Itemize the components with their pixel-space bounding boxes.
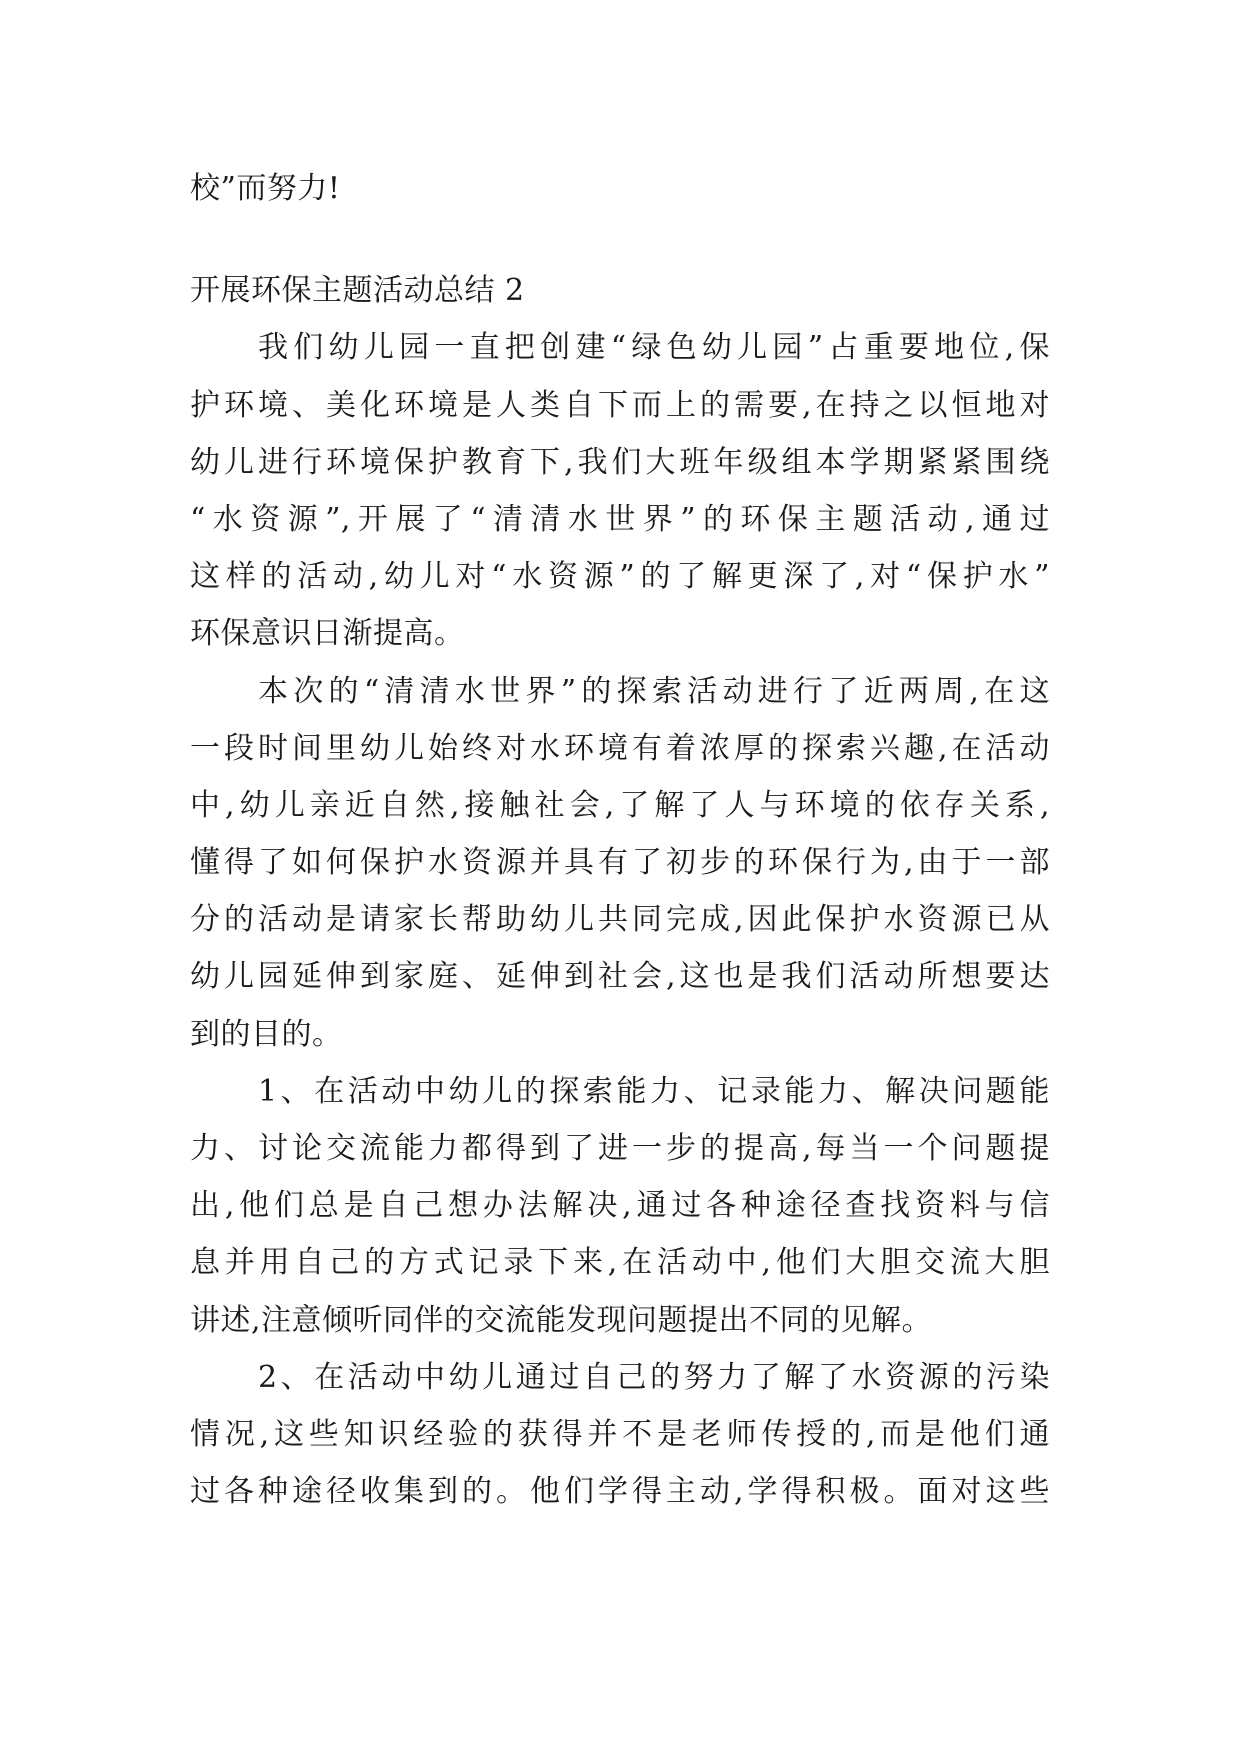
paragraph-line: 1、在活动中幼儿的探索能力、记录能力、解决问题能: [258, 1073, 1050, 1109]
paragraph-line: 讲述,注意倾听同伴的交流能发现问题提出不同的见解。: [190, 1302, 933, 1338]
paragraph-line: 本次的“清清水世界”的探索活动进行了近两周,在这: [258, 673, 1050, 709]
paragraph-line: 懂得了如何保护水资源并具有了初步的环保行为,由于一部: [190, 845, 1050, 881]
paragraph-line: 环保意识日渐提高。: [190, 616, 465, 652]
paragraph-4: [190, 1349, 1050, 1521]
paragraph-line: 这样的活动,幼儿对“水资源”的了解更深了,对“保护水”: [190, 559, 1050, 595]
paragraph-line: 护环境、美化环境是人类自下而上的需要,在持之以恒地对: [190, 387, 1050, 423]
paragraph-3: [190, 1063, 1050, 1349]
paragraph-line: 息并用自己的方式记录下来,在活动中,他们大胆交流大胆: [190, 1245, 1050, 1281]
paragraph-line: 出,他们总是自己想办法解决,通过各种途径查找资料与信: [190, 1188, 1050, 1224]
carryover-line: 校”而努力!: [190, 171, 341, 206]
document-body: [190, 160, 1050, 1520]
paragraph-line: 我们幼儿园一直把创建“绿色幼儿园”占重要地位,保: [258, 330, 1050, 366]
paragraph-line: 情况,这些知识经验的获得并不是老师传授的,而是他们通: [190, 1416, 1050, 1452]
paragraph-line: 幼儿进行环境保护教育下,我们大班年级组本学期紧紧围绕: [190, 444, 1050, 480]
paragraph-line: 2、在活动中幼儿通过自己的努力了解了水资源的污染: [258, 1359, 1050, 1395]
paragraph-2: [190, 663, 1050, 1063]
paragraph-line: 分的活动是请家长帮助幼儿共同完成,因此保护水资源已从: [190, 902, 1050, 938]
paragraph-line: 过各种途径收集到的。他们学得主动,学得积极。面对这些: [190, 1474, 1050, 1510]
paragraph-line: 幼儿园延伸到家庭、延伸到社会,这也是我们活动所想要达: [190, 959, 1050, 995]
paragraph-line: “水资源”,开展了“清清水世界”的环保主题活动,通过: [190, 501, 1050, 537]
paragraph-line: 一段时间里幼儿始终对水环境有着浓厚的探索兴趣,在活动: [190, 730, 1050, 766]
paragraph-line: 到的目的。: [190, 1016, 343, 1052]
paragraph-line: 力、讨论交流能力都得到了进一步的提高,每当一个问题提: [190, 1131, 1050, 1166]
section-heading: 开展环保主题活动总结 2: [190, 273, 525, 309]
paragraph-1: [190, 319, 1050, 662]
paragraph-line: 中,幼儿亲近自然,接触社会,了解了人与环境的依存关系,: [190, 787, 1050, 823]
